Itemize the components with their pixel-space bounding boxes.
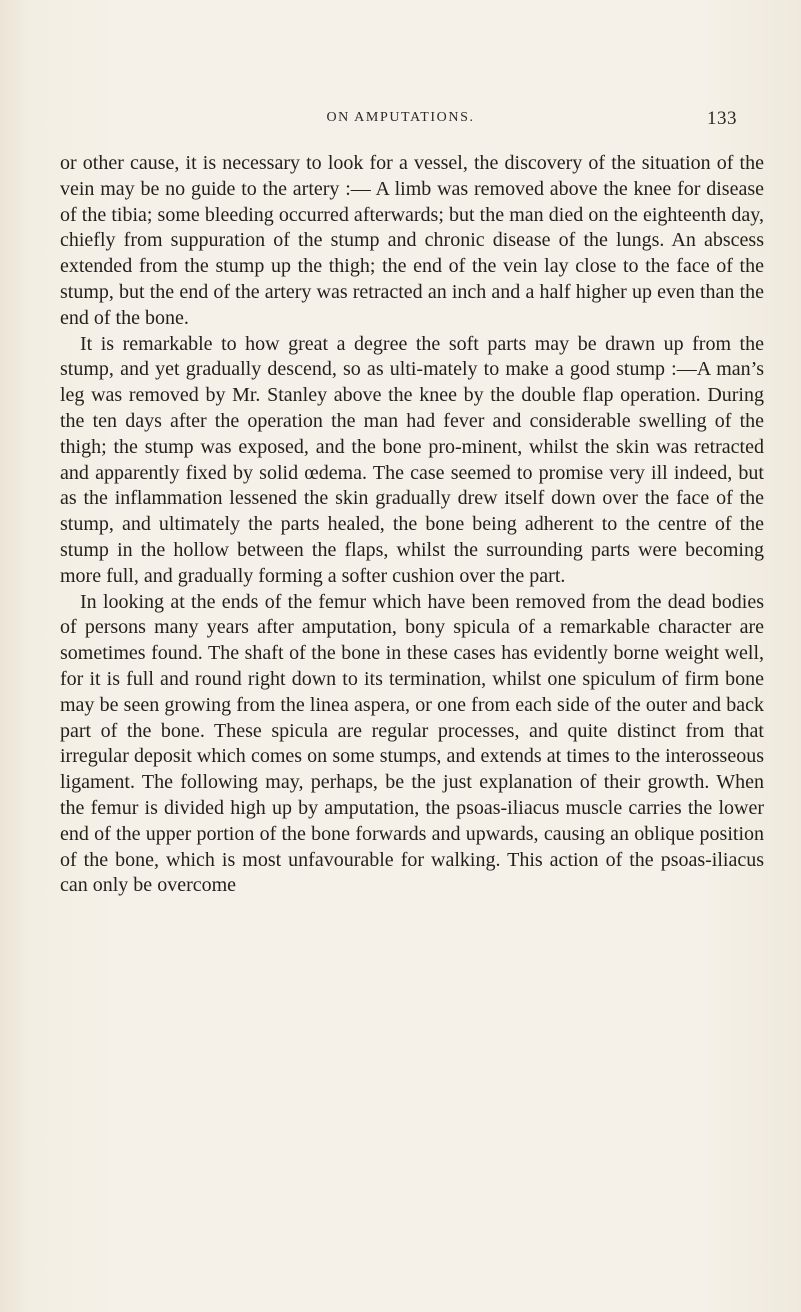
- running-header: [0, 110, 801, 138]
- paragraph-1: or other cause, it is necessary to look for a vessel, the discovery of the situation of the vein may be no guide to the artery :— A limb was removed above the knee for disease of the tibia; some bleeding occurred afterwards; but the man died on the eighteenth day, chiefly from suppuration of the stump and chronic disease of the lungs. An abscess extended from the stump up the thigh; the end of the vein lay close to the face of the stump, but the end of the artery was retracted an inch and a half higher up even than the end of the bone.: [60, 152, 764, 329]
- body-text: [60, 151, 764, 899]
- paragraph-3: In looking at the ends of the femur which have been removed from the dead bodies of persons many years after amputation, bony spicula of a remarkable character are sometimes found. The shaft of the bone in these cases has evidently borne weight well, for it is full and round right down to its termination, whilst one spiculum of firm bone may be seen growing from the linea aspera, or one from each side of the outer and back part of the bone. These spicula are regular processes, and quite distinct from that irregular deposit which comes on some stumps, and extends at times to the interosseous ligament. The following may, perhaps, be the just explanation of their growth. When the femur is divided high up by amputation, the psoas-iliacus muscle carries the lower end of the upper portion of the bone forwards and upwards, causing an oblique position of the bone, which is most unfavourable for walking. This action of the psoas-iliacus can only be overcome: [60, 590, 764, 897]
- paragraph-2: It is remarkable to how great a degree the soft parts may be drawn up from the stump, and yet gradually descend, so as ulti-mately to make a good stump :—A man’s leg was removed by Mr. Stanley above the knee by the double flap operation. During the ten days after the operation the man had fever and considerable swelling of the thigh; the stump was exposed, and the bone pro-minent, whilst the skin was retracted and apparently fixed by solid œdema. The case seemed to promise very ill indeed, but as the inflammation lessened the skin gradually drew itself down over the face of the stump, and ultimately the parts healed, the bone being adherent to the centre of the stump in the hollow between the flaps, whilst the surrounding parts were becoming more full, and gradually forming a softer cushion over the part.: [60, 332, 764, 587]
- running-title: ON AMPUTATIONS.: [326, 110, 475, 125]
- page-number: 133: [707, 108, 737, 129]
